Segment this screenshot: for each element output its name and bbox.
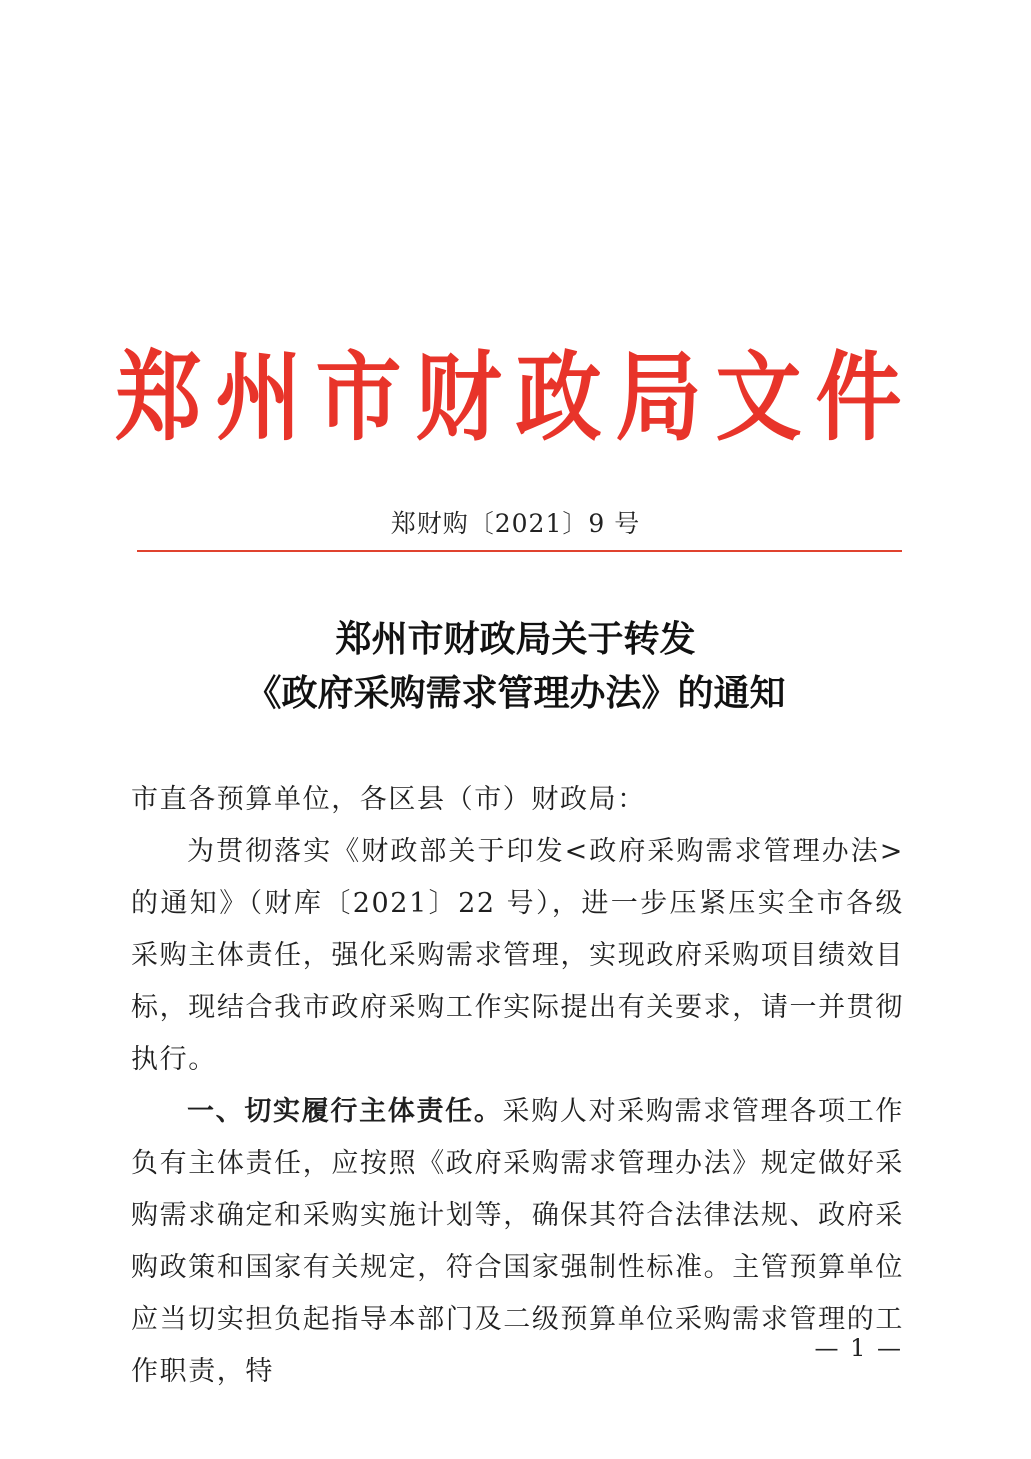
document-title xyxy=(0,612,1031,720)
salutation: 市直各预算单位，各区县（市）财政局： xyxy=(131,784,646,815)
document-number: 郑财购〔2021〕9 号 xyxy=(390,509,641,538)
title-line-1: 郑州市财政局关于转发 xyxy=(335,618,696,660)
paragraph-1: 为贯彻落实《财政部关于印发<政府采购需求管理办法>的通知》（财库〔2021〕22 号），进一步压紧压实全市各级采购主体责任，强化采购需求管理，实现政府采购项目绩效目标，现结合我市政府采购工作实际提出有关要求，请一并贯彻执行。 xyxy=(131,836,904,1075)
section-1-paragraph xyxy=(131,1086,904,1398)
masthead-title: 郑州市财政局文件 xyxy=(115,342,916,455)
section-1-heading: 一、切实履行主体责任。 xyxy=(187,1096,503,1127)
title-line-2: 《政府采购需求管理办法》的通知 xyxy=(245,672,786,714)
section-1-text: 采购人对采购需求管理各项工作负有主体责任，应按照《政府采购需求管理办法》规定做好采购需求确定和采购实施计划等，确保其符合法律法规、政府采购政策和国家有关规定，符合国家强制性标准。主管预算单位应当切实担负起指导本部门及二级预算单位采购需求管理的工作职责，特 xyxy=(131,1096,904,1387)
red-divider-line xyxy=(137,550,902,552)
page-number: — 1 — xyxy=(814,1334,903,1362)
document-body xyxy=(131,774,904,1398)
